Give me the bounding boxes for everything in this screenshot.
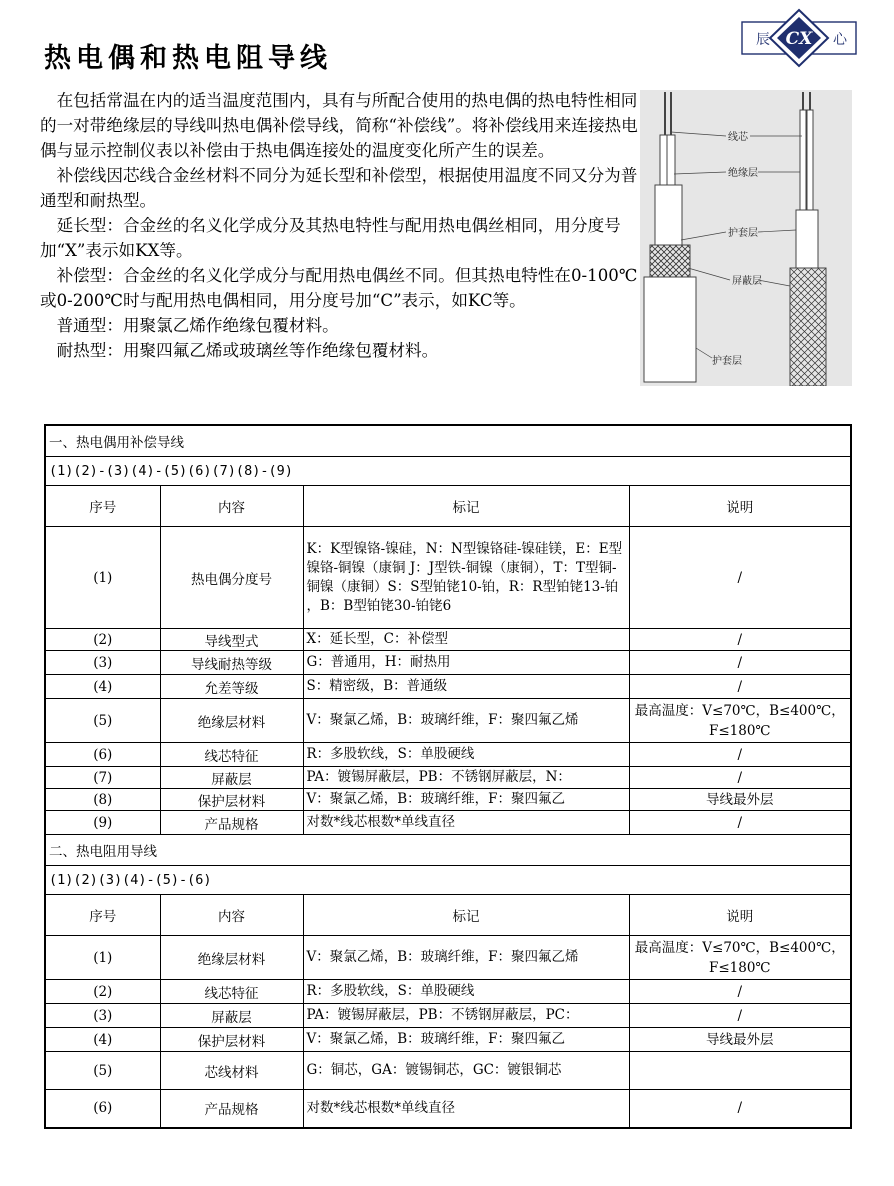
row-content: 屏蔽层: [160, 767, 303, 789]
table-row: [45, 527, 851, 629]
row-note: /: [629, 527, 851, 629]
row-mark: V：聚氯乙烯，B：玻璃纤维，F：聚四氟乙: [303, 1028, 629, 1052]
table-row: [45, 980, 851, 1004]
row-no: (6): [45, 1090, 160, 1128]
header-content: 内容: [160, 486, 303, 527]
table-row: [45, 651, 851, 675]
row-no: (3): [45, 651, 160, 675]
header-mark: 标记: [303, 895, 629, 936]
header-mark: 标记: [303, 486, 629, 527]
row-note: 导线最外层: [629, 789, 851, 811]
company-logo: [740, 8, 858, 68]
intro-paragraph: 耐热型：用聚四氟乙烯或玻璃丝等作绝缘包覆材料。: [56, 341, 439, 360]
row-content: 导线耐热等级: [160, 651, 303, 675]
intro-paragraph: 补偿型：合金丝的名义化学成分与配用热电偶丝不同。但其热电特性在0-100℃或0-200℃时与配用热电偶相同，用分度号加“C”表示，如KC等。: [40, 266, 638, 310]
row-no: (5): [45, 1052, 160, 1090]
diagram-label-sheath: 护套层: [728, 228, 758, 239]
row-content: 绝缘层材料: [160, 936, 303, 980]
row-mark: K：K型镍铬-镍硅，N：N型镍铬硅-镍硅镁，E：E型镍铬-铜镍（康铜 J：J型铁-铜镍（康铜），T：T型铜-铜镍（康铜）S：S型铂铑10-铂，R：R型铂铑13-铂 ，B：B型铂铑30-铂铑6: [303, 527, 629, 629]
row-mark: S：精密级，B：普通级: [303, 675, 629, 699]
diagram-label-outer-sheath: 护套层: [712, 356, 742, 367]
header-note: 说明: [629, 895, 851, 936]
intro-text: [40, 88, 640, 363]
row-no: (9): [45, 811, 160, 835]
table-row: [45, 1090, 851, 1128]
row-mark: X：延长型，C：补偿型: [303, 629, 629, 651]
diagram-label-insulation: 绝缘层: [728, 168, 758, 179]
row-no: (1): [45, 936, 160, 980]
row-mark: R：多股软线，S：单股硬线: [303, 980, 629, 1004]
row-note: 最高温度：V≤70℃，B≤400℃，F≤180℃: [629, 699, 851, 743]
row-note: [629, 1052, 851, 1090]
row-mark: V：聚氯乙烯，B：玻璃纤维，F：聚四氟乙: [303, 789, 629, 811]
cable-structure-diagram: [640, 90, 852, 386]
row-mark: V：聚氯乙烯，B：玻璃纤维，F：聚四氟乙烯: [303, 699, 629, 743]
row-content: 绝缘层材料: [160, 699, 303, 743]
header-content: 内容: [160, 895, 303, 936]
row-content: 热电偶分度号: [160, 527, 303, 629]
row-no: (2): [45, 980, 160, 1004]
logo-left-char: 辰: [756, 32, 770, 48]
row-no: (6): [45, 743, 160, 767]
row-content: 保护层材料: [160, 1028, 303, 1052]
section1-title: 一、热电偶用补偿导线: [45, 425, 851, 457]
row-no: (5): [45, 699, 160, 743]
table-row: [45, 1028, 851, 1052]
logo-mark: CX: [785, 29, 813, 49]
row-note: /: [629, 980, 851, 1004]
row-no: (4): [45, 675, 160, 699]
row-note: /: [629, 629, 851, 651]
table-row: [45, 789, 851, 811]
diagram-label-shield: 屏蔽层: [732, 276, 762, 287]
row-no: (1): [45, 527, 160, 629]
row-note: /: [629, 1004, 851, 1028]
row-content: 芯线材料: [160, 1052, 303, 1090]
table-row: [45, 936, 851, 980]
row-mark: 对数*线芯根数*单线直径: [303, 811, 629, 835]
row-mark: V：聚氯乙烯，B：玻璃纤维，F：聚四氟乙烯: [303, 936, 629, 980]
row-no: (4): [45, 1028, 160, 1052]
row-content: 产品规格: [160, 1090, 303, 1128]
spec-table: [44, 424, 852, 1129]
row-mark: PA：镀锡屏蔽层，PB：不锈钢屏蔽层，N：: [303, 767, 629, 789]
intro-paragraph: 在包括常温在内的适当温度范围内，具有与所配合使用的热电偶的热电特性相同的一对带绝缘层的导线叫热电偶补偿导线，简称“补偿线”。将补偿线用来连接热电偶与显示控制仪表以补偿由于热电偶连接处的温度变化所产生的误差。: [40, 91, 638, 160]
intro-paragraph: 普通型：用聚氯乙烯作绝缘包覆材料。: [56, 316, 339, 335]
header-no: 序号: [45, 895, 160, 936]
table-row: [45, 1052, 851, 1090]
row-content: 屏蔽层: [160, 1004, 303, 1028]
intro-paragraph: 补偿线因芯线合金丝材料不同分为延长型和补偿型，根据使用温度不同又分为普通型和耐热型。: [40, 166, 638, 210]
row-content: 产品规格: [160, 811, 303, 835]
table-row: [45, 811, 851, 835]
row-content: 线芯特征: [160, 743, 303, 767]
page-title: 热电偶和热电阻导线: [44, 43, 332, 74]
row-mark: G：铜芯，GA：镀锡铜芯，GC：镀银铜芯: [303, 1052, 629, 1090]
row-no: (8): [45, 789, 160, 811]
header-note: 说明: [629, 486, 851, 527]
row-no: (7): [45, 767, 160, 789]
row-mark: R：多股软线，S：单股硬线: [303, 743, 629, 767]
row-content: 允差等级: [160, 675, 303, 699]
table-row: [45, 1004, 851, 1028]
table-row: [45, 699, 851, 743]
row-note: /: [629, 743, 851, 767]
row-mark: PA：镀锡屏蔽层，PB：不锈钢屏蔽层，PC：: [303, 1004, 629, 1028]
row-note: /: [629, 675, 851, 699]
row-no: (2): [45, 629, 160, 651]
section1-code: (1)(2)-(3)(4)-(5)(6)(7)(8)-(9): [45, 457, 851, 486]
table-row: [45, 767, 851, 789]
table-row: [45, 675, 851, 699]
diagram-label-core: 线芯: [728, 132, 748, 143]
row-note: 最高温度：V≤70℃，B≤400℃，F≤180℃: [629, 936, 851, 980]
row-content: 线芯特征: [160, 980, 303, 1004]
row-no: (3): [45, 1004, 160, 1028]
row-mark: 对数*线芯根数*单线直径: [303, 1090, 629, 1128]
intro-paragraph: 延长型：合金丝的名义化学成分及其热电特性与配用热电偶丝相同，用分度号加“X”表示如KX等。: [40, 216, 621, 260]
row-mark: G：普通用，H：耐热用: [303, 651, 629, 675]
row-note: /: [629, 651, 851, 675]
table-row: [45, 629, 851, 651]
header-no: 序号: [45, 486, 160, 527]
section2-title: 二、热电阻用导线: [45, 835, 851, 866]
logo-right-char: 心: [833, 32, 847, 48]
row-content: 保护层材料: [160, 789, 303, 811]
row-note: /: [629, 1090, 851, 1128]
row-note: 导线最外层: [629, 1028, 851, 1052]
section2-code: (1)(2)(3)(4)-(5)-(6): [45, 866, 851, 895]
row-content: 导线型式: [160, 629, 303, 651]
row-note: /: [629, 767, 851, 789]
row-note: /: [629, 811, 851, 835]
table-row: [45, 743, 851, 767]
